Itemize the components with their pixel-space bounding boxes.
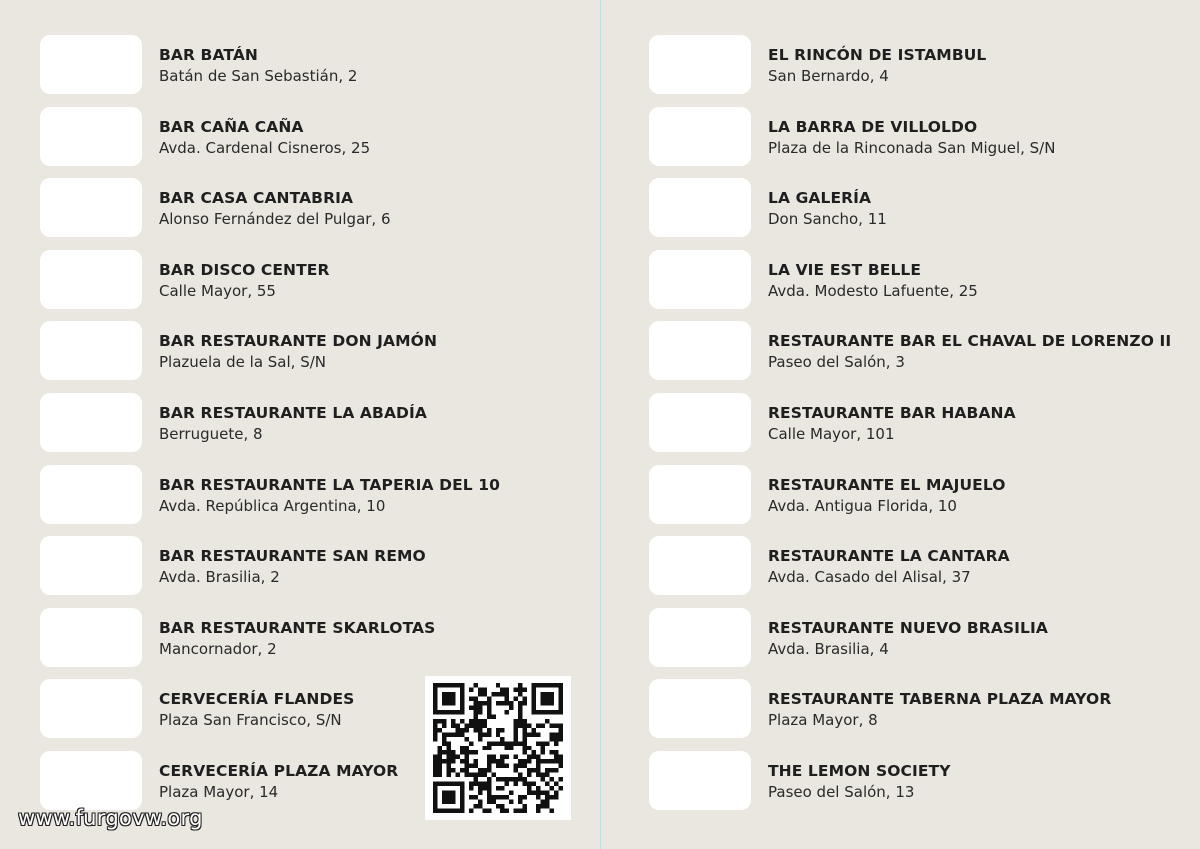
venue-name: BAR RESTAURANTE SAN REMO [159, 547, 426, 566]
venue-name: BAR RESTAURANTE LA TAPERIA DEL 10 [159, 475, 501, 494]
venue-logo-placeholder [40, 536, 142, 595]
venue-logo-placeholder [649, 393, 751, 452]
venue-logo-placeholder [649, 35, 751, 94]
venue-name: LA VIE EST BELLE [768, 260, 922, 279]
venue-address: Avda. Casado del Alisal, 37 [768, 568, 971, 587]
venue-address: Avda. Brasilia, 2 [159, 568, 280, 587]
venue-address: Plaza de la Rinconada San Miguel, S/N [768, 138, 1056, 157]
venue-address: Plaza Mayor, 14 [159, 782, 279, 801]
venue-address: Avda. República Argentina, 10 [159, 496, 386, 515]
qr-code-icon[interactable] [425, 676, 571, 820]
venue-logo-placeholder [40, 679, 142, 738]
venue-name: EL RINCÓN DE ISTAMBUL [768, 46, 987, 64]
venue-name: BAR RESTAURANTE SKARLOTAS [159, 618, 436, 637]
venue-address: Plaza San Francisco, S/N [159, 711, 342, 730]
venue-address: Paseo del Salón, 13 [768, 782, 915, 801]
venue-logo-placeholder [40, 751, 142, 810]
venue-address: Calle Mayor, 101 [768, 424, 895, 443]
venue-address: Mancornador, 2 [159, 639, 277, 658]
venue-logo-placeholder [40, 393, 142, 452]
venue-address: Avda. Brasilia, 4 [768, 639, 889, 658]
venue-address: Avda. Modesto Lafuente, 25 [768, 281, 978, 300]
venue-name: RESTAURANTE BAR HABANA [768, 403, 1016, 422]
venue-name: RESTAURANTE LA CANTARA [768, 547, 1010, 566]
venue-logo-placeholder [40, 608, 142, 667]
venue-address: Calle Mayor, 55 [159, 281, 276, 300]
venue-logo-placeholder [649, 465, 751, 524]
venue-logo-placeholder [649, 679, 751, 738]
page-fold-divider [600, 0, 601, 849]
venue-name: THE LEMON SOCIETY [768, 761, 951, 780]
venue-logo-placeholder [40, 178, 142, 237]
venue-address: Paseo del Salón, 3 [768, 353, 905, 372]
venue-name: RESTAURANTE NUEVO BRASILIA [768, 618, 1048, 637]
venue-logo-placeholder [40, 250, 142, 309]
site-watermark: www.furgovw.org [18, 806, 203, 830]
venue-address: Alonso Fernández del Pulgar, 6 [159, 210, 391, 229]
venue-address: Don Sancho, 11 [768, 210, 887, 229]
venue-logo-placeholder [40, 35, 142, 94]
venue-logo-placeholder [649, 250, 751, 309]
venue-address: Batán de San Sebastián, 2 [159, 67, 358, 85]
venue-name: BAR RESTAURANTE LA ABADÍA [159, 403, 427, 422]
venue-name: BAR RESTAURANTE DON JAMÓN [159, 332, 438, 351]
venue-logo-placeholder [40, 321, 142, 380]
venue-name: LA BARRA DE VILLOLDO [768, 117, 978, 136]
venue-address: Avda. Cardenal Cisneros, 25 [159, 138, 371, 157]
venue-address: Berruguete, 8 [159, 424, 263, 443]
venue-name: RESTAURANTE EL MAJUELO [768, 475, 1006, 494]
venue-logo-placeholder [40, 465, 142, 524]
venue-address: Avda. Antigua Florida, 10 [768, 496, 957, 515]
venue-address: San Bernardo, 4 [768, 67, 889, 85]
venue-address: Plaza Mayor, 8 [768, 711, 878, 730]
venue-name: CERVECERÍA PLAZA MAYOR [159, 761, 399, 780]
venue-logo-placeholder [649, 608, 751, 667]
venue-name: LA GALERÍA [768, 189, 872, 208]
venue-logo-placeholder [649, 178, 751, 237]
venue-name: CERVECERÍA FLANDES [159, 690, 355, 709]
venue-name: RESTAURANTE TABERNA PLAZA MAYOR [768, 690, 1112, 709]
venue-name: RESTAURANTE BAR EL CHAVAL DE LORENZO II [768, 332, 1172, 351]
venue-name: BAR CAÑA CAÑA [159, 117, 304, 136]
venue-name: BAR BATÁN [159, 46, 258, 64]
venue-logo-placeholder [649, 107, 751, 166]
venue-logo-placeholder [649, 751, 751, 810]
venue-name: BAR CASA CANTABRIA [159, 189, 354, 208]
venue-name: BAR DISCO CENTER [159, 260, 330, 279]
venue-logo-placeholder [40, 107, 142, 166]
venue-address: Plazuela de la Sal, S/N [159, 353, 326, 372]
venue-logo-placeholder [649, 536, 751, 595]
venue-logo-placeholder [649, 321, 751, 380]
